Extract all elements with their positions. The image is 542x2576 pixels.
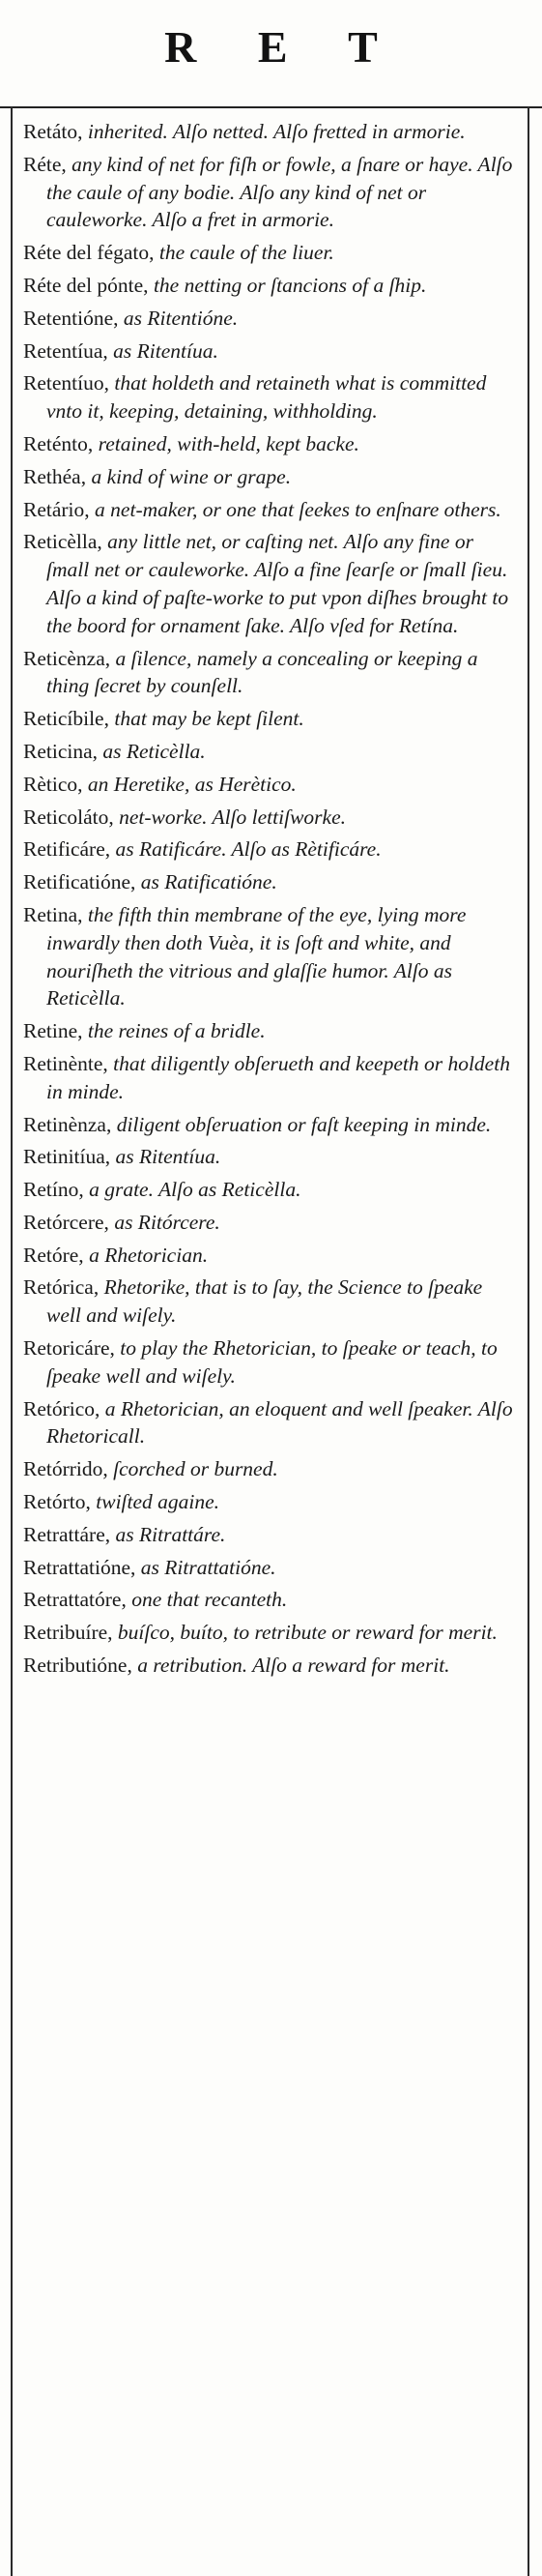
entry-definition: the caule of the liuer. xyxy=(158,241,334,265)
running-head: R E T xyxy=(164,22,403,72)
dictionary-entry xyxy=(23,151,520,234)
entry-headword: Retinitíua, xyxy=(23,1145,116,1169)
entry-list xyxy=(23,118,520,1684)
dictionary-entry xyxy=(23,496,520,524)
entry-definition: diligent obſeruation or faſt keeping in minde. xyxy=(116,1112,492,1136)
dictionary-entry xyxy=(23,771,520,799)
dictionary-entry xyxy=(23,804,520,832)
entry-headword: Réte, xyxy=(23,152,72,176)
dictionary-entry xyxy=(23,1111,520,1139)
entry-definition: Rhetorike, that is to ſay, the Science to ſpeake well and wiſely. xyxy=(46,1275,483,1328)
dictionary-entry xyxy=(23,1395,520,1451)
dictionary-entry xyxy=(23,645,520,701)
page-header xyxy=(0,0,542,104)
header-rule xyxy=(0,106,542,108)
entry-headword: Rètico, xyxy=(23,772,88,796)
entry-headword: Retíno, xyxy=(23,1178,90,1202)
entry-definition: as Ratificáre. Alſo as Rètificáre. xyxy=(115,837,382,862)
entry-headword: Retáto, xyxy=(23,120,88,143)
entry-headword: Retóre, xyxy=(23,1243,90,1267)
entry-definition: a ſilence, namely a concealing or keeping a thing ſecret by counſell. xyxy=(46,646,478,698)
entry-definition: as Ritentíua. xyxy=(115,1145,221,1169)
entry-headword: Retrattatióne, xyxy=(23,1555,141,1579)
entry-headword: Retentíua, xyxy=(23,338,114,363)
entry-headword: Retoricáre, xyxy=(23,1336,121,1361)
entry-headword: Reticina, xyxy=(23,739,103,763)
dictionary-entry xyxy=(23,463,520,491)
dictionary-entry xyxy=(23,305,520,333)
entry-definition: that holdeth and retaineth what is committed vnto it, keeping, detaining, withholding. xyxy=(46,371,487,424)
entry-headword: Reticoláto, xyxy=(23,805,120,829)
entry-definition: as Ritrattatióne. xyxy=(140,1555,276,1579)
entry-definition: the netting or ſtancions of a ſhip. xyxy=(153,273,427,297)
entry-headword: Retentíuo, xyxy=(23,371,115,395)
dictionary-entry xyxy=(23,868,520,896)
entry-definition: to play the Rhetorician, to ſpeake or teach, to ſpeake well and wiſely. xyxy=(46,1336,498,1388)
entry-definition: retained, with-held, kept backe. xyxy=(98,431,359,455)
entry-headword: Retentióne, xyxy=(23,306,124,330)
dictionary-entry xyxy=(23,1488,520,1516)
entry-headword: Retinènte, xyxy=(23,1051,114,1075)
entry-headword: Retórico, xyxy=(23,1396,105,1420)
dictionary-entry xyxy=(23,705,520,733)
dictionary-entry xyxy=(23,1176,520,1204)
entry-definition: ſcorched or burned. xyxy=(113,1457,278,1481)
entry-definition: a Rhetorician. xyxy=(89,1243,209,1267)
entry-definition: as Ritórcere. xyxy=(114,1210,220,1234)
entry-headword: Retine, xyxy=(23,1019,88,1043)
entry-definition: a grate. Alſo as Reticèlla. xyxy=(89,1178,301,1202)
entry-headword: Retribuíre, xyxy=(23,1621,118,1645)
entry-headword: Réte del pónte, xyxy=(23,273,154,297)
entry-headword: Retórrido, xyxy=(23,1457,114,1481)
entry-definition: a Rhetorician, an eloquent and well ſpeaker. Alſo Rhetoricall. xyxy=(46,1396,513,1449)
dictionary-entry xyxy=(23,337,520,366)
entry-definition: that diligently obſerueth and keepeth or holdeth in minde. xyxy=(46,1051,510,1103)
entry-headword: Reticènza, xyxy=(23,646,116,670)
entry-definition: the reines of a bridle. xyxy=(87,1019,266,1043)
entry-headword: Retributióne, xyxy=(23,1654,138,1678)
dictionary-entry xyxy=(23,1619,520,1647)
dictionary-entry xyxy=(23,528,520,639)
entry-headword: Retificáre, xyxy=(23,837,116,862)
dictionary-entry xyxy=(23,430,520,458)
dictionary-entry xyxy=(23,369,520,425)
entry-definition: inherited. Alſo netted. Alſo fretted in armorie. xyxy=(87,120,466,143)
entry-headword: Retário, xyxy=(23,497,96,521)
dictionary-entry xyxy=(23,1334,520,1390)
dictionary-entry xyxy=(23,1050,520,1106)
entry-definition: that may be kept ſilent. xyxy=(114,707,304,731)
entry-definition: the fifth thin membrane of the eye, lying more inwardly then doth Vuèa, it is ſoft and white, and nouriſheth the vitrious and glaſſie humor. Alſo as Reticèlla. xyxy=(46,902,467,1010)
column-rule-left xyxy=(11,106,13,2576)
dictionary-entry xyxy=(23,1652,520,1680)
dictionary-entry xyxy=(23,1143,520,1171)
dictionary-entry xyxy=(23,1273,520,1330)
dictionary-entry xyxy=(23,835,520,864)
entry-headword: Retrattatóre, xyxy=(23,1588,132,1612)
dictionary-entry xyxy=(23,1554,520,1582)
entry-headword: Retórcere, xyxy=(23,1210,115,1234)
entry-definition: an Heretike, as Herètico. xyxy=(87,772,297,796)
entry-definition: as Ritrattáre. xyxy=(115,1522,226,1546)
dictionary-entry xyxy=(23,1209,520,1237)
entry-headword: Retinènza, xyxy=(23,1112,117,1136)
entry-definition: as Ritentióne. xyxy=(123,306,239,330)
entry-definition: twiſted againe. xyxy=(96,1490,220,1514)
entry-headword: Retórica, xyxy=(23,1275,104,1300)
dictionary-entry xyxy=(23,239,520,267)
entry-definition: any kind of net for fiſh or fowle, a ſnare or haye. Alſo the caule of any bodie. Alſo any kind of net or cauleworke. Alſo a fret in armorie. xyxy=(46,152,513,232)
entry-definition: a net-maker, or one that ſeekes to enſnare others. xyxy=(95,497,501,521)
entry-headword: Reticíbile, xyxy=(23,707,115,731)
dictionary-entry xyxy=(23,1586,520,1614)
entry-definition: buíſco, buíto, to retribute or reward for merit. xyxy=(117,1621,498,1645)
entry-definition: any little net, or caſting net. Alſo any fine or ſmall net or cauleworke. Alſo a fine ſearſe or ſmall ſieu. Alſo a kind of paſte-worke to put vpon diſhes brought to the boord for ornament ſake. Alſo vſed for Retína. xyxy=(46,530,509,637)
dictionary-entry xyxy=(23,1242,520,1270)
entry-headword: Réte del fégato, xyxy=(23,241,159,265)
entry-definition: a retribution. Alſo a reward for merit. xyxy=(137,1654,450,1678)
entry-headword: Retórto, xyxy=(23,1490,97,1514)
column-rule-right xyxy=(528,106,529,2576)
dictionary-entry xyxy=(23,738,520,766)
entry-headword: Reticèlla, xyxy=(23,530,108,554)
entry-definition: as Reticèlla. xyxy=(102,739,206,763)
entry-definition: net-worke. Alſo lettiſworke. xyxy=(119,805,346,829)
entry-definition: one that recanteth. xyxy=(131,1588,288,1612)
dictionary-entry xyxy=(23,1017,520,1045)
entry-headword: Retrattáre, xyxy=(23,1522,116,1546)
dictionary-entry xyxy=(23,901,520,1012)
dictionary-entry xyxy=(23,1455,520,1483)
entry-headword: Retina, xyxy=(23,902,88,926)
entry-headword: Rethéa, xyxy=(23,464,92,488)
entry-definition: as Ritentíua. xyxy=(113,338,218,363)
dictionary-entry xyxy=(23,1521,520,1549)
entry-headword: Reténto, xyxy=(23,431,99,455)
dictionary-entry xyxy=(23,272,520,300)
entry-definition: as Ratificatióne. xyxy=(140,870,277,894)
dictionary-entry xyxy=(23,118,520,146)
entry-headword: Retificatióne, xyxy=(23,870,141,894)
entry-definition: a kind of wine or grape. xyxy=(91,464,292,488)
